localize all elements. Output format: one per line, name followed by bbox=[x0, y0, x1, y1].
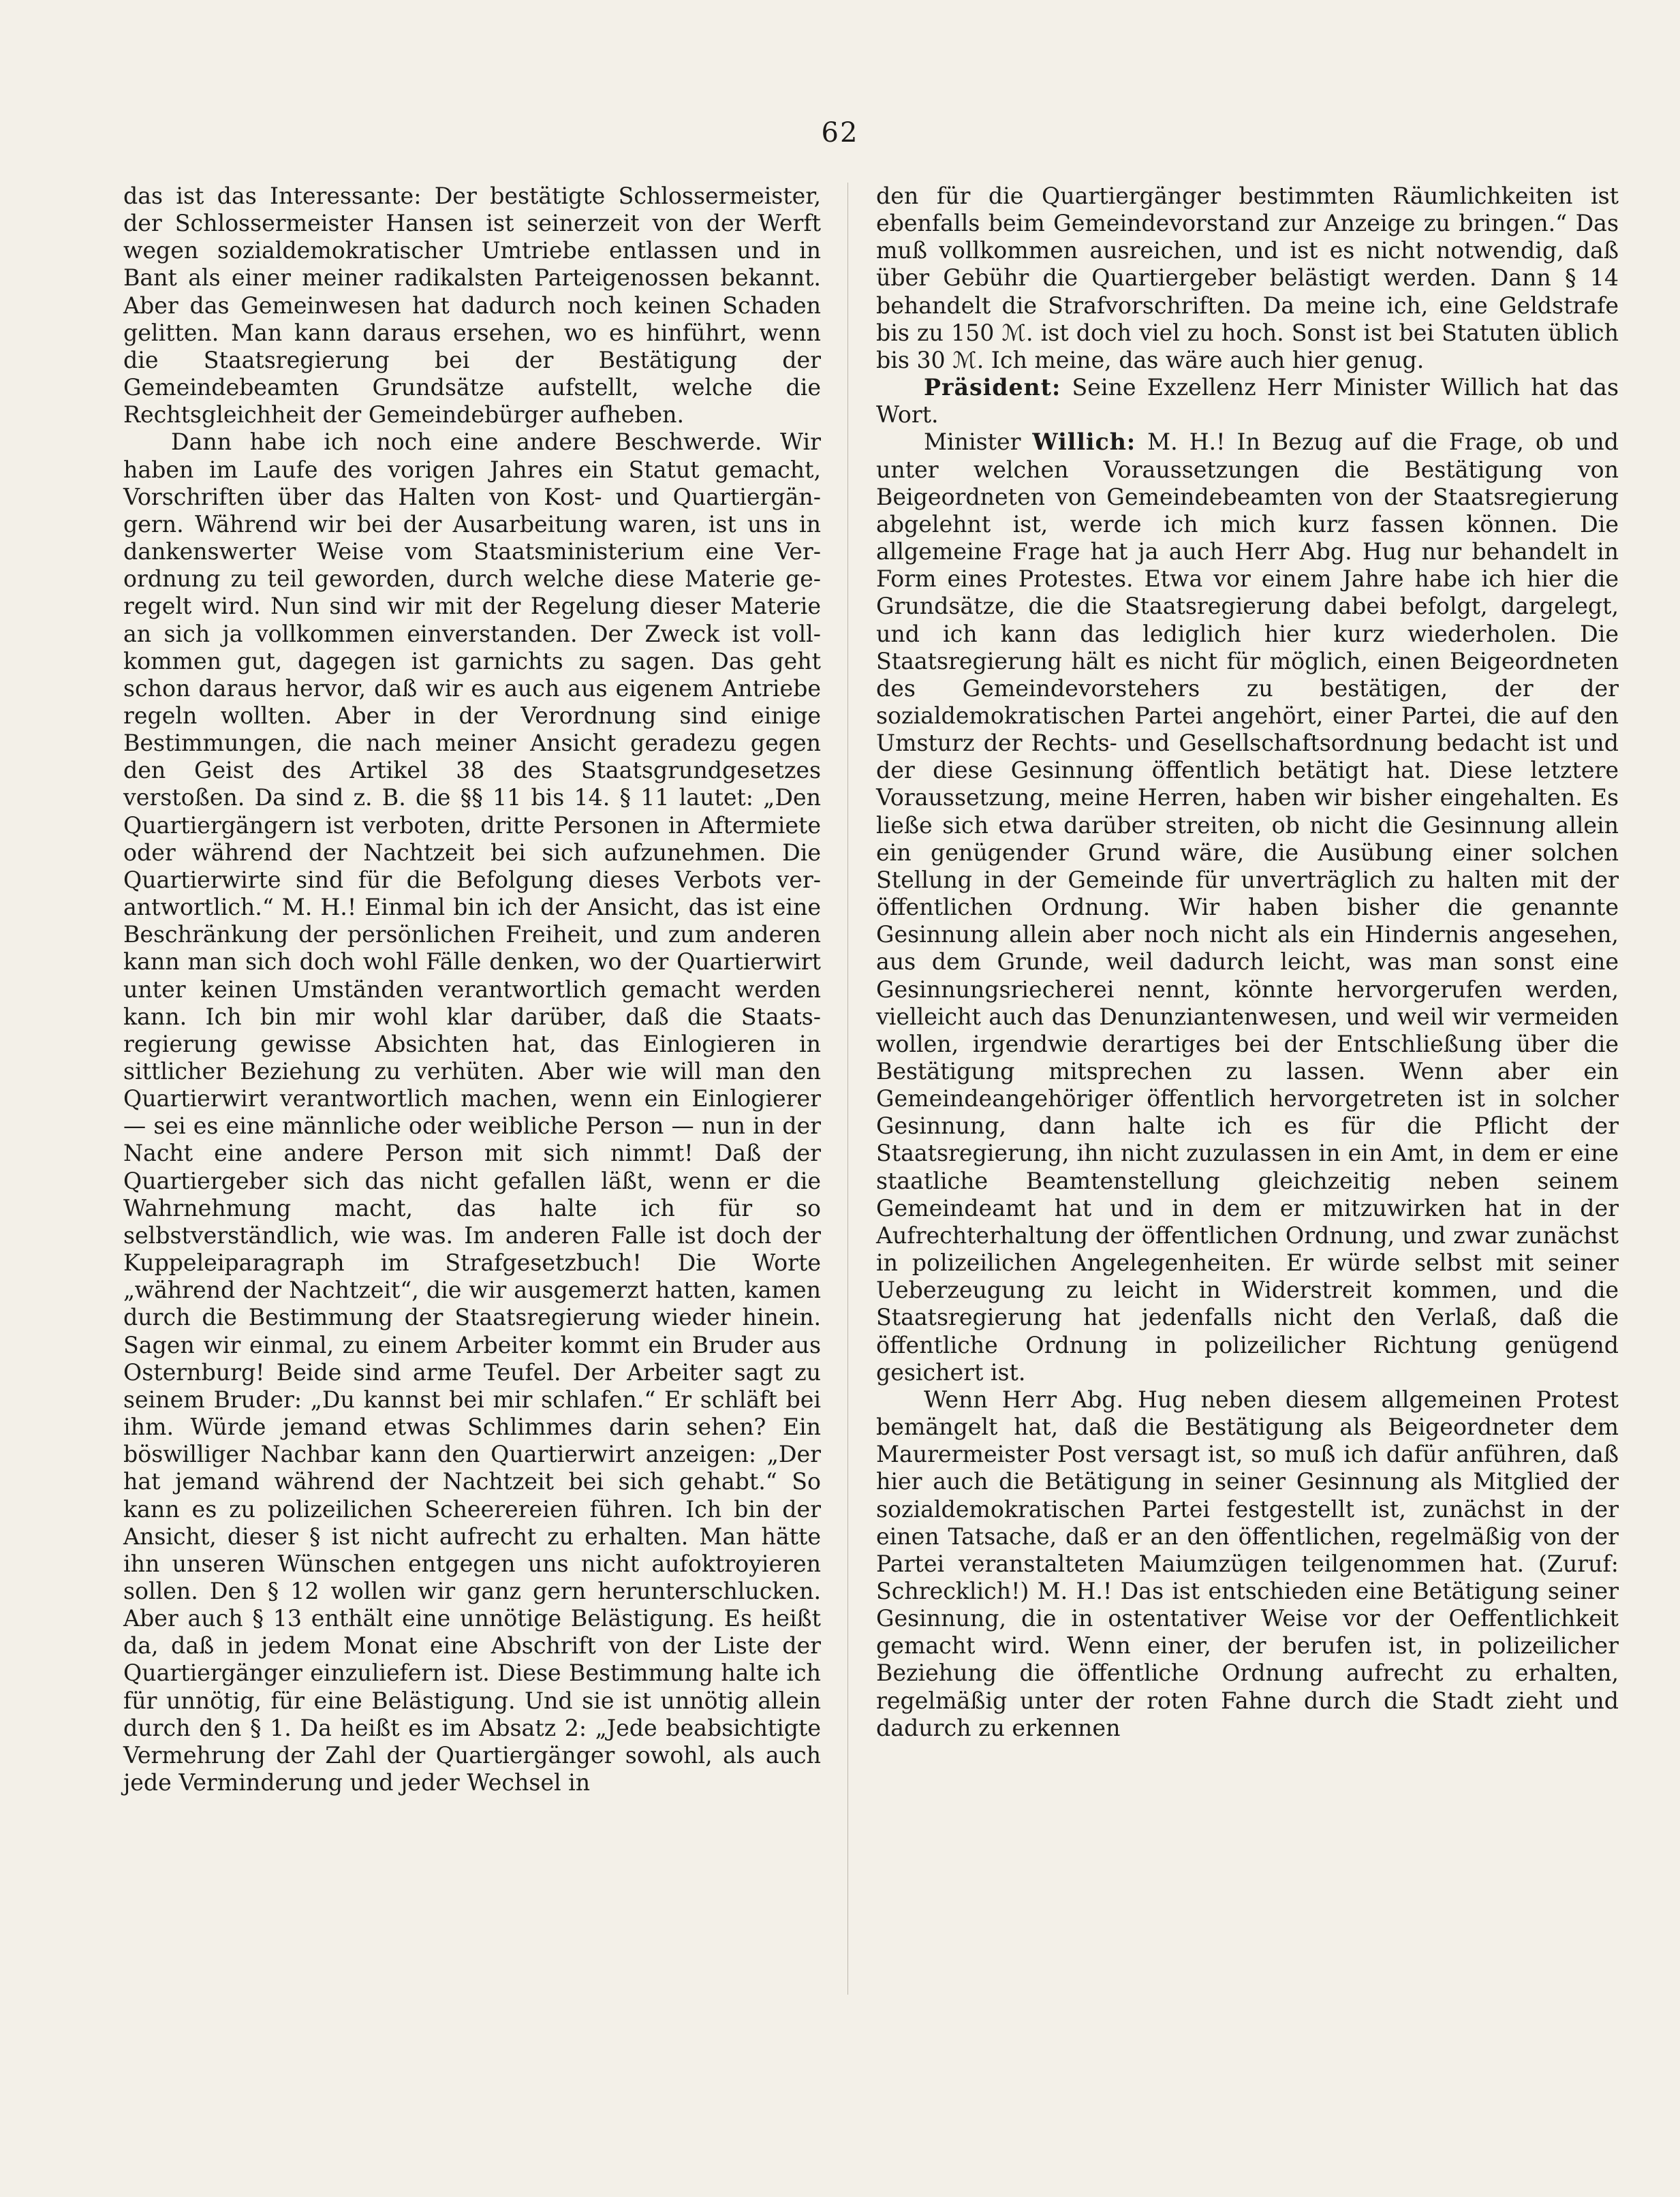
paragraph-complaint: Dann habe ich noch eine andere Beschwerde. Wir haben im Laufe des vorigen Jahres ein Statut gemacht, Vorschriften über das Halten von Kost- und Quartiergängern. Während wir bei der Ausarbeitung waren, ist uns in dankenswerter Weise vom Staatsministerium eine Verordnung zu teil geworden, durch welche diese Materie geregelt wird. Nun sind wir mit der Regelung dieser Materie an sich ja vollkommen einverstanden. Der Zweck ist vollkommen gut, dagegen ist garnichts zu sagen. Das geht schon daraus hervor, daß wir es auch aus eigenem Antriebe regeln wollten. Aber in der Verordnung sind einige Bestimmungen, die nach meiner Ansicht geradezu gegen den Geist des Artikel 38 des Staatsgrundgesetzes verstoßen. Da sind z. B. die §§ 11 bis 14. § 11 lautet: „Den Quartiergängern ist verboten, dritte Personen in Aftermiete oder während der Nachtzeit bei sich aufzunehmen. Die Quartierwirte sind für die Befolgung dieses Verbots verantwortlich.“ M. H.! Einmal bin ich der Ansicht, das ist eine Beschränkung der persönlichen Freiheit, und zum anderen kann man sich doch wohl Fälle denken, wo der Quartierwirt unter keinen Umständen verantwortlich gemacht werden kann. Ich bin mir wohl klar darüber, daß die Staatsregierung gewisse Absichten hat, das Einlogieren in sittlicher Beziehung zu verhüten. Aber wie will man den Quartierwirt verantwortlich machen, wenn ein Einlogierer — sei es eine männliche oder weibliche Person — nun in der Nacht eine andere Person mit sich nimmt! Daß der Quartiergeber sich das nicht gefallen läßt, wenn er die Wahrnehmung macht, das halte ich für so selbstverständlich, wie was. Im anderen Falle ist doch der Kuppeleiparagraph im Strafgesetzbuch! Die Worte „während der Nachtzeit“, die wir ausgemerzt hatten, kamen durch die Bestimmung der Staatsregierung wieder hinein. Sagen wir einmal, zu einem Arbeiter kommt ein Bruder aus Osternburg! Beide sind arme Teufel. Der Arbeiter sagt zu seinem Bruder: „Du kannst bei mir schlafen.“ Er schläft bei ihm. Würde jemand etwas Schlimmes darin sehen? Ein böswilliger Nachbar kann den Quartierwirt anzeigen: „Der hat jemand während der Nachtzeit bei sich gehabt.“ So kann es zu polizeilichen Scheerereien führen. Ich bin der Ansicht, dieser § ist nicht aufrecht zu erhalten. Man hätte ihn unseren Wünschen entgegen uns nicht aufoktroyieren sollen. Den § 12 wollen wir ganz gern herunterschlucken. Aber auch § 13 enthält eine unnötige Belästigung. Es heißt da, daß in jedem Monat eine Abschrift von der Liste der Quartiergänger einzuliefern ist. Diese Bestimmung halte ich für unnötig, für eine Belästigung. Und sie ist unnötig allein durch den § 1. Da heißt es im Absatz 2: „Jede beabsichtigte Vermehrung der Zahl der Quartiergänger sowohl, als auch jede Verminderung und jeder Wechsel in bbox=[123, 429, 821, 1796]
speaker-president: Präsident: bbox=[924, 374, 1061, 401]
minister-text: M. H.! In Bezug auf die Frage, ob und unter welchen Voraussetzungen die Bestätigung von Beigeordneten von Gemeindebeamten von der Staatsregierung abgelehnt ist, werde ich mich kurz fassen können. Die allgemeine Frage hat ja auch Herr Abg. Hug nur behandelt in Form eines Protestes. Etwa vor einem Jahre habe ich hier die Grundsätze, die die Staatsregierung dabei befolgt, dargelegt, und ich kann das lediglich hier kurz wiederholen. Die Staatsregierung hält es nicht für möglich, einen Beigeordneten des Gemeindevorstehers zu bestätigen, der der sozialdemokratischen Partei angehört, einer Partei, die auf den Umsturz der Rechts- und Gesellschaftsordnung bedacht ist und der diese Gesinnung öffentlich betätigt hat. Diese letztere Voraussetzung, meine Herren, haben wir bisher eingehalten. Es ließe sich etwa darüber streiten, ob nicht die Gesinnung allein ein genügender Grund wäre, die Ausübung einer solchen Stellung in der Gemeinde für unverträglich zu halten mit der öffentlichen Ordnung. Wir haben bisher die genannte Gesinnung allein aber noch nicht als ein Hindernis angesehen, aus dem Grunde, weil dadurch leicht, was man sonst eine Gesinnungsriecherei nennt, könnte hervorgerufen werden, vielleicht auch das Denunziantenwesen, und weil wir vermeiden wollen, irgendwie derartiges bei der Entschließung über die Bestätigung mitsprechen zu lassen. Wenn aber ein Gemeindeangehöriger öffentlich hervorgetreten ist in solcher Gesinnung, dann halte ich es für die Pflicht der Staatsregierung, ihn nicht zuzulassen in ein Amt, in dem er eine staatliche Beamtenstellung gleichzeitig neben seinem Gemeindeamt hat und in dem er mitzuwirken hat in der Aufrechterhaltung der öffentlichen Ordnung, und zwar zunächst in polizeilichen Angelegenheiten. Er würde selbst mit seiner Ueberzeugung zu leicht in Widerstreit kommen, und die Staatsregierung hat jedenfalls nicht den Verlaß, daß die öffentliche Ordnung in polizeilicher Richtung genügend gesichert ist. bbox=[876, 429, 1619, 1386]
page-number: 62 bbox=[821, 117, 859, 149]
paragraph-continuation: das ist das Interessante: Der bestätigte Schlossermeister, der Schlossermeister Hansen ist seinerzeit von der Werft wegen sozialdemokratischer Umtriebe entlassen und in Bant als einer meiner radikalsten Parteigenossen bekannt. Aber das Gemeinwesen hat dadurch noch keinen Schaden gelitten. Man kann daraus ersehen, wo es hinführt, wenn die Staatsregierung bei der Bestätigung der Gemeindebeamten Grundsätze aufstellt, welche die Rechtsgleichheit der Gemeindebürger aufheben. bbox=[123, 183, 821, 429]
president-text: Seine Exzellenz Herr Minister Willich hat das Wort. bbox=[876, 374, 1619, 429]
paragraph-continuation-right: den für die Quartiergänger bestimmten Räumlichkeiten ist ebenfalls beim Gemeindevorstand zur Anzeige zu bringen.“ Das muß vollkommen ausreichen, und ist es nicht notwendig, daß über Gebühr die Quartiergeber belästigt werden. Dann § 14 behandelt die Strafvorschriften. Da meine ich, eine Geldstrafe bis zu 150 ℳ. ist doch viel zu hoch. Sonst ist bei Statuten üblich bis 30 ℳ. Ich meine, das wäre auch hier genug. bbox=[876, 183, 1619, 373]
right-column bbox=[876, 183, 1619, 1742]
column-divider bbox=[847, 183, 848, 1995]
minister-prefix: Minister bbox=[924, 429, 1033, 456]
paragraph-minister bbox=[876, 429, 1619, 1386]
left-column bbox=[123, 183, 821, 1796]
speaker-minister: Willich: bbox=[1032, 429, 1136, 456]
paragraph-post: Wenn Herr Abg. Hug neben diesem allgemeinen Protest bemängelt hat, daß die Bestätigung als Beigeordneter dem Maurermeister Post versagt ist, so muß ich dafür anführen, daß hier auch die Betätigung in seiner Gesinnung als Mitglied der sozialdemokratischen Partei festgestellt ist, zunächst in der einen Tatsache, daß er an den öffentlichen, regelmäßig von der Partei veranstalteten Maiumzügen teilgenommen hat. (Zuruf: Schrecklich!) M. H.! Das ist entschieden eine Betätigung seiner Gesinnung, die in ostentativer Weise vor der Oeffentlichkeit gemacht wird. Wenn einer, der berufen ist, in polizeilicher Beziehung die öffentliche Ordnung aufrecht zu erhalten, regelmäßig unter der roten Fahne durch die Stadt zieht und dadurch zu erkennen bbox=[876, 1386, 1619, 1741]
paragraph-president bbox=[876, 374, 1619, 429]
